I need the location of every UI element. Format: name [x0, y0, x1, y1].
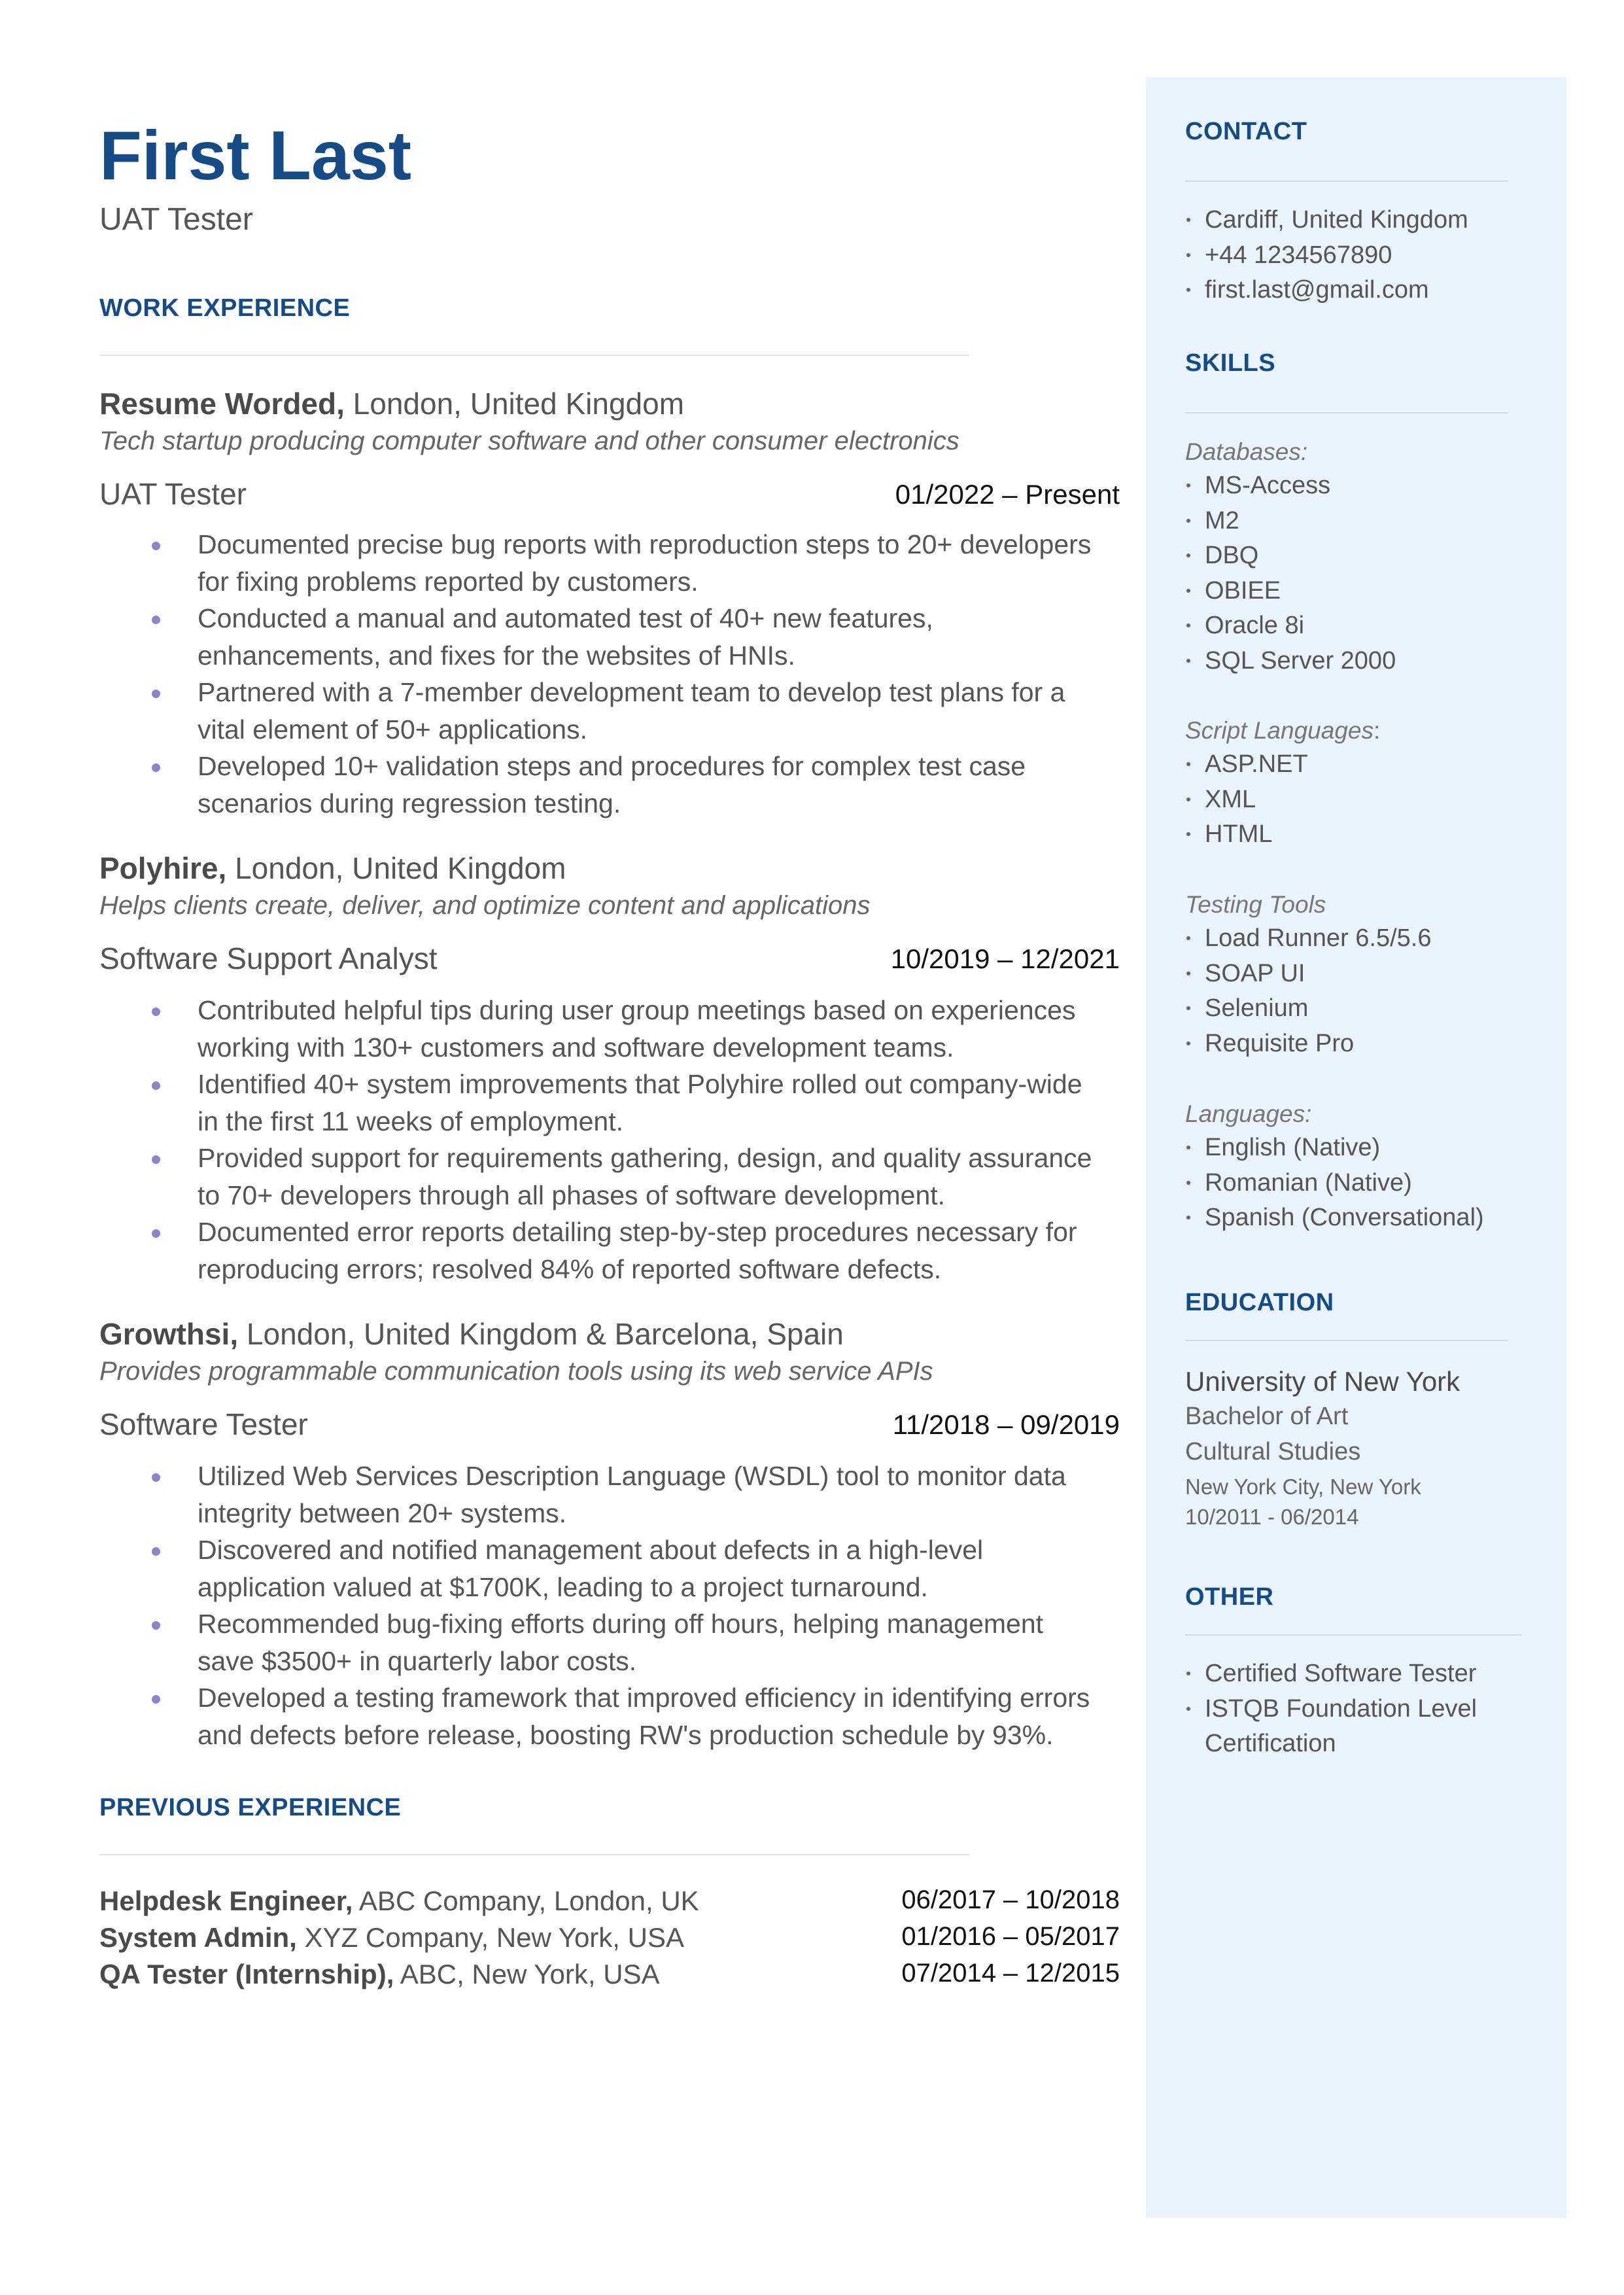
job-dates: 10/2019 – 12/2021 — [890, 943, 1120, 974]
job-location: London, United Kingdom — [226, 851, 566, 885]
bullet-icon — [1186, 936, 1190, 940]
bullet-icon — [1186, 623, 1190, 627]
list-item — [1185, 574, 1396, 609]
contact-heading: CONTACT — [1185, 118, 1307, 145]
skill-text: HTML — [1205, 820, 1273, 848]
bullet-text: Contributed helpful tips during user group meetings based on experiences working with 130+ customers and software development teams. — [198, 995, 1076, 1062]
skill-text: Load Runner 6.5/5.6 — [1205, 924, 1432, 952]
bullet-icon — [1186, 659, 1190, 663]
section-divider — [1185, 1634, 1522, 1636]
bullet-icon — [1186, 1181, 1190, 1185]
bullet-icon — [152, 616, 160, 624]
skill-text: OBIEE — [1205, 576, 1281, 604]
bullet-text: Discovered and notified management about defects in a high-level application valued at $1700K, leading to a project turnaround. — [198, 1535, 984, 1602]
bullet-icon — [152, 1081, 160, 1090]
list-item — [1185, 608, 1396, 644]
job-company-line — [99, 386, 684, 421]
job-bullets — [152, 526, 1107, 822]
skill-text: MS-Access — [1205, 472, 1331, 499]
bullet-icon — [152, 1473, 160, 1482]
bullet-icon — [152, 1229, 160, 1238]
job-company-line — [99, 850, 566, 886]
previous-experience-row — [99, 1885, 1120, 1922]
skills-list — [1185, 1130, 1484, 1236]
job-company: Growthsi, — [99, 1317, 239, 1351]
bullet-icon — [1186, 553, 1190, 557]
skills-list — [1185, 468, 1396, 678]
candidate-title: UAT Tester — [99, 202, 253, 237]
bullet-icon — [1186, 253, 1190, 257]
bullet-icon — [1186, 519, 1190, 523]
list-item — [1185, 1166, 1484, 1201]
contact-location — [1185, 203, 1468, 238]
previous-role: System Admin, — [99, 1922, 297, 1953]
bullet-icon — [1186, 1707, 1190, 1711]
job-location: London, United Kingdom — [344, 387, 685, 421]
job-bullets — [152, 1458, 1107, 1753]
job-role: Software Tester — [99, 1407, 308, 1441]
contact-text: +44 1234567890 — [1205, 241, 1392, 269]
skill-text: Oracle 8i — [1205, 612, 1305, 639]
skills-category-label: Languages: — [1185, 1100, 1312, 1127]
list-item — [1185, 991, 1432, 1026]
bullet-text: Developed a testing framework that improved efficiency in identifying errors and defects before release, boosting RW's production schedule by 93%. — [198, 1683, 1090, 1750]
section-divider — [99, 355, 969, 356]
list-item — [1185, 921, 1432, 956]
other-text: Certified Software Tester — [1205, 1660, 1477, 1687]
email-link[interactable]: first.last@gmail.com — [1205, 276, 1429, 304]
bullet-icon — [1186, 1042, 1190, 1045]
education-degree: Bachelor of Art — [1185, 1403, 1349, 1430]
list-item — [152, 1458, 1107, 1532]
job-dates: 01/2022 – Present — [895, 479, 1120, 510]
skill-text: DBQ — [1205, 542, 1259, 569]
skills-category-colon: : — [1373, 717, 1381, 744]
other-heading: OTHER — [1185, 1583, 1274, 1611]
list-item — [1185, 1130, 1484, 1166]
skill-text: Requisite Pro — [1205, 1029, 1355, 1057]
previous-experience-row — [99, 1959, 1120, 1995]
previous-company: XYZ Company, New York, USA — [296, 1922, 684, 1953]
bullet-text: Developed 10+ validation steps and procedures for complex test case scenarios during regression testing. — [198, 751, 1026, 818]
bullet-text: Recommended bug-fixing efforts during off hours, helping management save $3500+ in quarterly labor costs. — [198, 1609, 1044, 1676]
other-text: ISTQB Foundation Level Certification — [1205, 1694, 1477, 1757]
section-divider — [1185, 1340, 1508, 1341]
list-item — [1185, 782, 1308, 818]
previous-experience-row — [99, 1922, 1120, 1959]
list-item — [1185, 1656, 1512, 1692]
job-company: Polyhire, — [99, 851, 227, 885]
bullet-text: Utilized Web Services Description Language (WSDL) tool to monitor data integrity between 20+ systems. — [198, 1461, 1066, 1528]
list-item — [152, 526, 1107, 600]
list-item — [152, 748, 1107, 822]
list-item — [1185, 468, 1396, 504]
bullet-icon — [1186, 972, 1190, 975]
list-item — [1185, 644, 1396, 679]
bullet-text: Identified 40+ system improvements that Polyhire rolled out company-wide in the first 11 weeks of employment. — [198, 1069, 1082, 1136]
bullet-icon — [1186, 483, 1190, 487]
job-company: Resume Worded, — [99, 387, 345, 421]
skills-category-label: Testing Tools — [1185, 891, 1326, 918]
education-dates: 10/2011 - 06/2014 — [1185, 1505, 1359, 1529]
skill-text: SOAP UI — [1205, 959, 1305, 987]
skills-category-label — [1185, 717, 1380, 745]
previous-dates: 07/2014 – 12/2015 — [901, 1959, 1120, 1988]
skills-category-name: Script Languages — [1185, 717, 1373, 744]
bullet-icon — [1186, 288, 1190, 292]
previous-dates: 01/2016 – 05/2017 — [901, 1922, 1120, 1951]
contact-list — [1185, 203, 1468, 308]
bullet-icon — [1186, 218, 1190, 222]
bullet-icon — [152, 542, 160, 550]
list-item — [152, 1214, 1107, 1288]
job-company-description: Provides programmable communication tools using its web service APIs — [99, 1357, 933, 1386]
bullet-text: Conducted a manual and automated test of 40+ new features, enhancements, and fixes for the websites of HNIs. — [198, 603, 933, 671]
skill-text: Romanian (Native) — [1205, 1168, 1412, 1197]
list-item — [1185, 1026, 1432, 1062]
bullet-icon — [152, 1155, 160, 1164]
list-item — [152, 1679, 1107, 1753]
skills-list — [1185, 921, 1432, 1061]
bullet-text: Partnered with a 7-member development team to develop test plans for a vital element of 50+ applications. — [198, 677, 1065, 745]
skill-text: Spanish (Conversational) — [1205, 1204, 1484, 1231]
job-company-line — [99, 1316, 844, 1352]
bullet-icon — [152, 1007, 160, 1016]
skill-text: Selenium — [1205, 994, 1309, 1022]
previous-dates: 06/2017 – 10/2018 — [901, 1885, 1120, 1914]
list-item — [152, 674, 1107, 748]
skills-list — [1185, 747, 1308, 852]
list-item — [1185, 538, 1396, 574]
job-role: Software Support Analyst — [99, 941, 438, 975]
list-item — [152, 992, 1107, 1066]
contact-email[interactable] — [1185, 273, 1468, 308]
job-dates: 11/2018 – 09/2019 — [892, 1409, 1120, 1440]
job-company-description: Tech startup producing computer software and other consumer electronics — [99, 427, 959, 455]
bullet-icon — [1186, 832, 1190, 836]
bullet-text: Documented error reports detailing step-by-step procedures necessary for reproducing errors; resolved 84% of reported software defects. — [198, 1217, 1077, 1284]
education-heading: EDUCATION — [1185, 1289, 1334, 1316]
education-location: New York City, New York — [1185, 1475, 1421, 1499]
list-item — [152, 1605, 1107, 1679]
skill-text: M2 — [1205, 506, 1239, 534]
job-company-description: Helps clients create, deliver, and optimize content and applications — [99, 891, 871, 920]
other-list — [1185, 1656, 1512, 1762]
bullet-icon — [1186, 797, 1190, 801]
list-item — [152, 1066, 1107, 1140]
list-item — [152, 600, 1107, 674]
skill-text: SQL Server 2000 — [1205, 646, 1396, 674]
sidebar — [1146, 77, 1566, 2218]
bullet-icon — [1186, 589, 1190, 593]
job-location: London, United Kingdom & Barcelona, Spain — [238, 1317, 844, 1351]
bullet-icon — [152, 763, 160, 772]
previous-experience-heading: PREVIOUS EXPERIENCE — [99, 1794, 402, 1821]
candidate-name: First Last — [99, 117, 412, 194]
list-item — [1185, 817, 1308, 852]
previous-company: ABC Company, London, UK — [353, 1885, 699, 1916]
skill-text: ASP.NET — [1205, 750, 1308, 778]
previous-role: QA Tester (Internship), — [99, 1959, 394, 1989]
bullet-text: Documented precise bug reports with reproduction steps to 20+ developers for fixing problems reported by customers. — [198, 529, 1092, 597]
bullet-icon — [1186, 1146, 1190, 1149]
section-divider — [1185, 181, 1508, 182]
bullet-icon — [152, 1621, 160, 1630]
skill-text: English (Native) — [1205, 1134, 1381, 1161]
list-item — [1185, 956, 1432, 992]
job-role: UAT Tester — [99, 477, 247, 511]
bullet-text: Provided support for requirements gathering, design, and quality assurance to 70+ developers through all phases of software development. — [198, 1143, 1092, 1210]
skills-heading: SKILLS — [1185, 349, 1276, 377]
section-divider — [1185, 412, 1508, 413]
work-experience-heading: WORK EXPERIENCE — [99, 294, 351, 322]
bullet-icon — [152, 690, 160, 698]
skills-category-label: Databases: — [1185, 438, 1308, 465]
skill-text: XML — [1205, 785, 1256, 813]
list-item — [1185, 1692, 1512, 1762]
bullet-icon — [1186, 762, 1190, 766]
list-item — [1185, 747, 1308, 782]
bullet-icon — [152, 1695, 160, 1704]
education-field: Cultural Studies — [1185, 1438, 1361, 1465]
bullet-icon — [152, 1547, 160, 1556]
contact-text: Cardiff, United Kingdom — [1205, 206, 1468, 234]
bullet-icon — [1186, 1006, 1190, 1010]
list-item — [1185, 504, 1396, 539]
contact-phone — [1185, 238, 1468, 273]
education-school: University of New York — [1185, 1366, 1460, 1397]
bullet-icon — [1186, 1672, 1190, 1675]
previous-company: ABC, New York, USA — [394, 1959, 660, 1989]
previous-role: Helpdesk Engineer, — [99, 1885, 353, 1916]
list-item — [1185, 1200, 1484, 1236]
job-bullets — [152, 992, 1107, 1288]
section-divider — [99, 1854, 969, 1855]
bullet-icon — [1186, 1216, 1190, 1219]
list-item — [152, 1532, 1107, 1605]
list-item — [152, 1140, 1107, 1214]
